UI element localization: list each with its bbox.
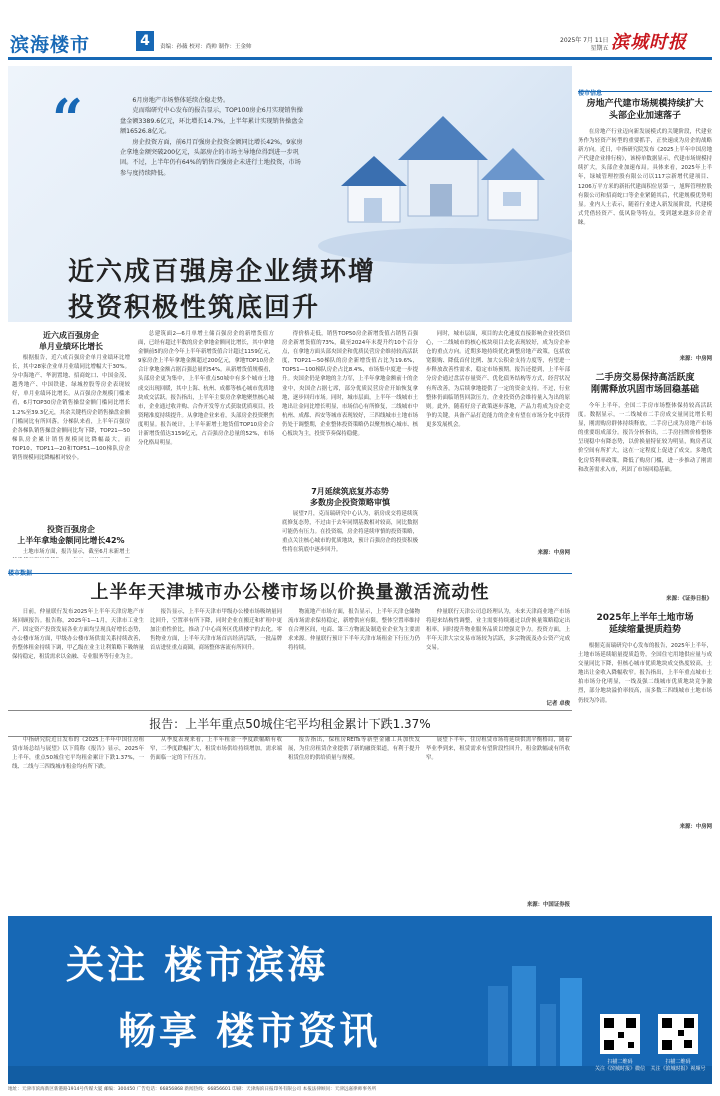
article-column-3 (282, 330, 418, 482)
article-source: 来源：中房网 (537, 550, 570, 556)
masthead-divider (8, 57, 712, 60)
issue-date (560, 37, 609, 53)
sidebar-source-3: 来源：中房网 (679, 824, 712, 830)
headline-line-1: 近六成百强房企业绩环增 (68, 257, 377, 287)
sidebar-body-3: 根据克而瑞研究中心发布的报告，2025年上半年，土地市场延续缩量提质趋势，全国住宅用地供应量与成交量同比下降，但核心城市优质地块成交热度较高，土地出让金收入降幅收窄。报告指出，上半年重点城市土拍市场分化明显，一线及强二线城市优质地块竞争激烈，部分地块溢价率较高，而多数三四线城市土地市场仍较为冷清。 (578, 643, 712, 704)
section-tag-label: 楼市数据 (8, 570, 33, 577)
qr-code-wechat[interactable] (600, 1014, 640, 1054)
lead-paragraph: 克而瑞研究中心发布的报告显示，TOP100房企6月实现销售操盘金额3389.6亿元，环比增长14.7%，上半年累计实现销售操盘金额16526.8亿元。 (120, 107, 304, 136)
report-column-3 (288, 736, 420, 904)
article-paragraph: 日前，仲量联行发布2025年上半年天津房地产市场回顾报告。报告称，2025年1—1月，天津市工业生产、固定资产投资发展各业方面均呈现良好增长态势，办公楼市场方面，甲级办公楼市场供需关系持续改善，仍整体租金持续下调，甲乙级在业主让利策略下吸纳量保持稳定，租赁需求以金融、专业服务等行业为主。 (12, 609, 144, 661)
page-footer: 地址：天津市滨海新区新港路1914号传媒大厦 邮编：300450 广告电话：66856868 新闻热线：66856601 印刷：天津海滨日报印务有限公司 本报法律顾问：天津远嘉律师事务所 (8, 1087, 377, 1092)
article-paragraph: 报告指出，保租房REITs等新型金融工具加快发展，为住房租赁企业提供了新的融资渠道，有利于提升租赁住房的供给质量与规模。 (288, 737, 420, 762)
sidebar-section-tag (578, 80, 712, 97)
article-paragraph: 物流地产市场方面，报告显示，上半年天津仓储物流市场需求保持稳定，新增供应有限，整体空置率维持在合理区间，电商、第三方物流及制造业企业为主要需求来源。仲量联行预计下半年天津市场租金下行压力仍将持续。 (288, 609, 420, 652)
newspaper-logo: 滨城时报 (611, 32, 687, 53)
qr-caption-wechat: 扫描二维码 关注《滨城时报》微信 (594, 1059, 645, 1072)
article-column-4 (426, 330, 570, 544)
article-paragraph: 同时，城市层面，项目的去化速度直接影响企业投资信心，一二线城市的核心板块项目去化表现较好，成为房企补仓的重点方向。近期多地持续优化调整房地产政策，包括放宽限购、降低首付比例、加大公积金支持力度等，有望进一步释放改善性需求，稳定市场预期。报告还提到，上半年部分房企通过盘活存量资产、优化债务结构等方式，经营状况有所改善，为后续拿地提供了一定的资金支持。不过，行业整体仍面临销售回款压力，企业投资仍会维持量入为出的原则。此外，随着好房子政策逐步落地，产品力将成为房企竞争的关键，具备产品打造能力的企业有望在市场分化中获得更多发展机会。 (426, 331, 570, 428)
article-paragraph: 报告显示，上半年天津市甲级办公楼市场吸纳量同比回升，空置率有所下降，同时企业在搬迁和扩租中更加注重性价比，推动了中心商务区优质楼宇的去化。零售物业方面，上半年天津市场首店经济活跃，一批品牌首店进驻重点商圈，商场整体客流有所回升。 (150, 609, 282, 652)
article-paragraph: 根据报告，近六成百强房企单月业绩环比增长，其中28家企业单月业绩同比增幅大于30%。分中海地产、华润置地、招商蛇口、中国金茂、越秀地产、中国铁建、绿城控股等房企表现较好，单月业绩环比增长。从百强房企规模门槛来看，6月TOP30房企销售操盘金额门槛同比增长1.2%至39.3亿元，其余关键档房企销售操盘金额门槛同比有所回落。分梯队来看，上半年百强房企各梯队销售操盘金额同比均下降，TOP21—50梯队房企累计销售规模同比降幅最大，而TOP10、TOP11—20和TOP51—100梯队房企销售规模同比降幅相对较小。 (12, 355, 130, 462)
article-paragraph: 展望7月，克而瑞研究中心认为，新房成交将延续筑底修复态势，不过由于去年同期基数相对较高，同比数据可能仍有压力。在投资端，房企将延续审慎的投资策略，重点关注核心城市的优质地块，预计百强房企的投资积极性将在筑底中逐步回升。 (282, 511, 418, 554)
page-number: 4 (136, 31, 154, 51)
qr-pattern-icon (602, 1016, 638, 1052)
subheading-3: 7月延续筑底复苏态势 多数房企投资策略审慎 (310, 487, 390, 507)
sidebar-tag-label: 楼市信息 (578, 90, 603, 97)
section2-headline: 上半年天津城市办公楼市场以价换量激活流动性 (90, 582, 490, 603)
lead-paragraph: 6月房地产市场整体延续企稳走势。 (132, 97, 230, 104)
section2-column-2 (150, 608, 282, 704)
sidebar-body-2: 今年上半年，全国二手房市场整体保持较高活跃度。数据显示，一二线城市二手房成交量同比增长明显，刚需购房群体持续释放，二手房已成为房地产市场的重要组成部分。报告分析指出，二手房挂牌价格整体呈现稳中有降态势，以价换量特征较为明显，购房者议价空间有所扩大，这在一定程度上促进了成交。多地优化房贷利率政策，降低了购房门槛，进一步推动了刚需和改善需求入市，巩固了市场回稳基础。 (578, 403, 712, 473)
banner-line-1: 关注 楼市滨海 (66, 943, 329, 987)
section2-column-1 (12, 608, 144, 704)
sidebar-body-1: 在房地产行业迈向新发展模式的关键阶段，代建业务作为轻资产转型的重要抓手，正快速成为房企的战略新方向。近日，中指研究院发布《2025上半年中国房地产代建企业排行榜》，该榜单数据显示，代建市场规模持续扩大，头部企业加速布局。具体来看，2025年上半年，绿城管理控股有限公司以117宗新增代建项目、1206万平方米的新拓代建面积位居第一，旭辉管理控股有限公司和招商蛇口等企业紧随其后，代建规模优势明显。业内人士表示，随着行业进入新发展阶段，代建模式凭借轻资产、低风险等特点，受到越来越多房企青睐。 (578, 129, 712, 226)
article-column-1a (12, 354, 130, 522)
qr-pattern-icon (660, 1016, 696, 1052)
banner-line-2: 畅享 楼市资讯 (118, 1009, 381, 1053)
hero-feature (8, 66, 572, 322)
section2-source: 记者 卓俊 (546, 701, 570, 707)
editors-credit: 责编：孙薇 校对：尚帅 制作：王金帅 (160, 44, 252, 50)
subheading-2: 投资百强房企 上半年拿地金额同比增长42% (17, 525, 125, 545)
houses-illustration (298, 86, 572, 266)
report-source: 来源：中国证券报 (526, 902, 570, 908)
article-paragraph: 从季度表现来看，上半年租金一季度跌幅略有收窄，二季度跌幅扩大，租赁市场供给持续增加，需求端仍面临一定的下行压力。 (150, 737, 282, 762)
article-column-3b (282, 510, 418, 556)
report-column-4 (426, 736, 570, 896)
sidebar-headline-3: 2025年上半年土地市场 延续缩量提质趋势 (596, 613, 694, 635)
section2-column-4 (426, 608, 570, 696)
hero-headline (68, 254, 376, 322)
masthead (0, 0, 720, 62)
article-paragraph: 总建筑面2—6月单增土储百强房企的新增货值方面，已经有超过半数的房企拿地金额同比增长，其中拿地金额前5的房企今年上半年新增货值合计超过1159亿元，9家房企上半年拿地金额超过200亿元，拿地TOP10房企合计拿地金额占据百强总量的54%。从新增货值规模看，头部房企更为集中，上半年重点50城中有多个城市土地成交出现回暖，其中上海、杭州、成都等核心城市优质地块成交活跃。报告指出，上半年主要房企拿地聚焦核心城市，企业通过收并购、合作开发等方式获取优质项目，投资精准度持续提升。从拿地企业来看，头部房企投资聚焦度明显。报告统计，上半年新增土地货值TOP10房企合计新增货值达3159亿元，占百强房企总量的52%，市场分化格局明显。 (138, 331, 274, 447)
weekday-text: 星期五 (590, 45, 609, 52)
sidebar-news (578, 98, 712, 840)
report-column-2 (150, 736, 282, 904)
article-paragraph: 中指研究院近日发布的《2025上半年中国住房租赁市场总结与展望》以下简称《报告》显示，2025年上半年，重点50城住宅平均租金累计下跌1.37%，一线、二线与三四线城市租金均有所下跌。 (12, 737, 144, 771)
section-title: 滨海楼市 (10, 34, 91, 56)
lead-paragraph: 房企投资方面，前6月百强房企投资金额同比增长42%，9家房企拿地金额突破200亿元，头部房企的市场主导地位得到进一步巩固。不过，上半年仍有64%的销售百强房企未进行土地投资，市场参与度持续降低。 (120, 138, 303, 177)
qr-code-video[interactable] (658, 1014, 698, 1054)
report-column-1 (12, 736, 144, 904)
report-headline: 报告：上半年重点50城住宅平均租金累计下跌1.37% (8, 710, 572, 737)
article-paragraph: 得价格走低，销售TOP50房企新增货值占销售百强房企新增货值的73%，截至2024年末提升约10个百分点，在拿地方面头部央国企和优质民营房企维持较高活跃度，TOP21—50梯队的房企新增货值占比为19.6%，TOP51—100梯队房企占比8.4%，市场集中度进一步提升。央国企仍是拿地的主力军，上半年拿地金额前十的企业中，央国企占据七席，部分优质民营房企开始恢复拿地，逐步回归市场。同时，城市层面，上半年一线城市土地出让金同比增长明显，市场信心有所修复，二线城市中杭州、成都、西安等城市表现较好，三四线城市土地市场仍处于调整期，企业整体投资策略仍以聚焦核心城市、核心板块为主，投资节奏保持稳健。 (282, 331, 418, 438)
date-text: 2025年 7月 11日 (560, 37, 609, 44)
hero-lead-text (120, 96, 304, 179)
qr-caption-video: 扫描二维码 关注《滨城时报》视频号 (650, 1059, 706, 1072)
article-column-1b (12, 548, 130, 558)
sidebar-source-1: 来源：中房网 (679, 356, 712, 362)
article-column-2 (138, 330, 274, 556)
sidebar-source-2: 来源：《证券日报》 (666, 596, 712, 602)
headline-line-2: 投资积极性筑底回升 (68, 293, 321, 322)
quote-mark: “ (52, 87, 84, 151)
section2-column-3 (288, 608, 420, 704)
section-tag-data (8, 560, 572, 577)
article-paragraph: 土地市场方面，报告显示，截至6月末新增土 (22, 549, 130, 555)
sidebar-headline-2: 二手房交易保持高活跃度 刚需释放巩固市场回稳基础 (590, 373, 699, 395)
subheading-1: 近六成百强房企 单月业绩环比增长 (39, 331, 103, 351)
promo-banner (8, 916, 712, 1084)
article-paragraph: 展望下半年，住房租赁市场将延续供需平衡格局，随着毕业季到来，租赁需求有望阶段性回升，租金跌幅或有所收窄。 (426, 737, 570, 762)
article-paragraph: 仲量联行天津公司总经理认为，未来天津商业地产市场将迎来结构性调整，业主需要持续通过以价换量策略稳定出租率，同时提升物业服务品质以增强竞争力。投资方面，上半年天津大宗交易市场较为活跃，多宗物流及办公资产完成交易。 (426, 609, 570, 652)
sidebar-headline-1: 房地产代建市场规模持续扩大 头部企业加速落子 (586, 99, 704, 121)
